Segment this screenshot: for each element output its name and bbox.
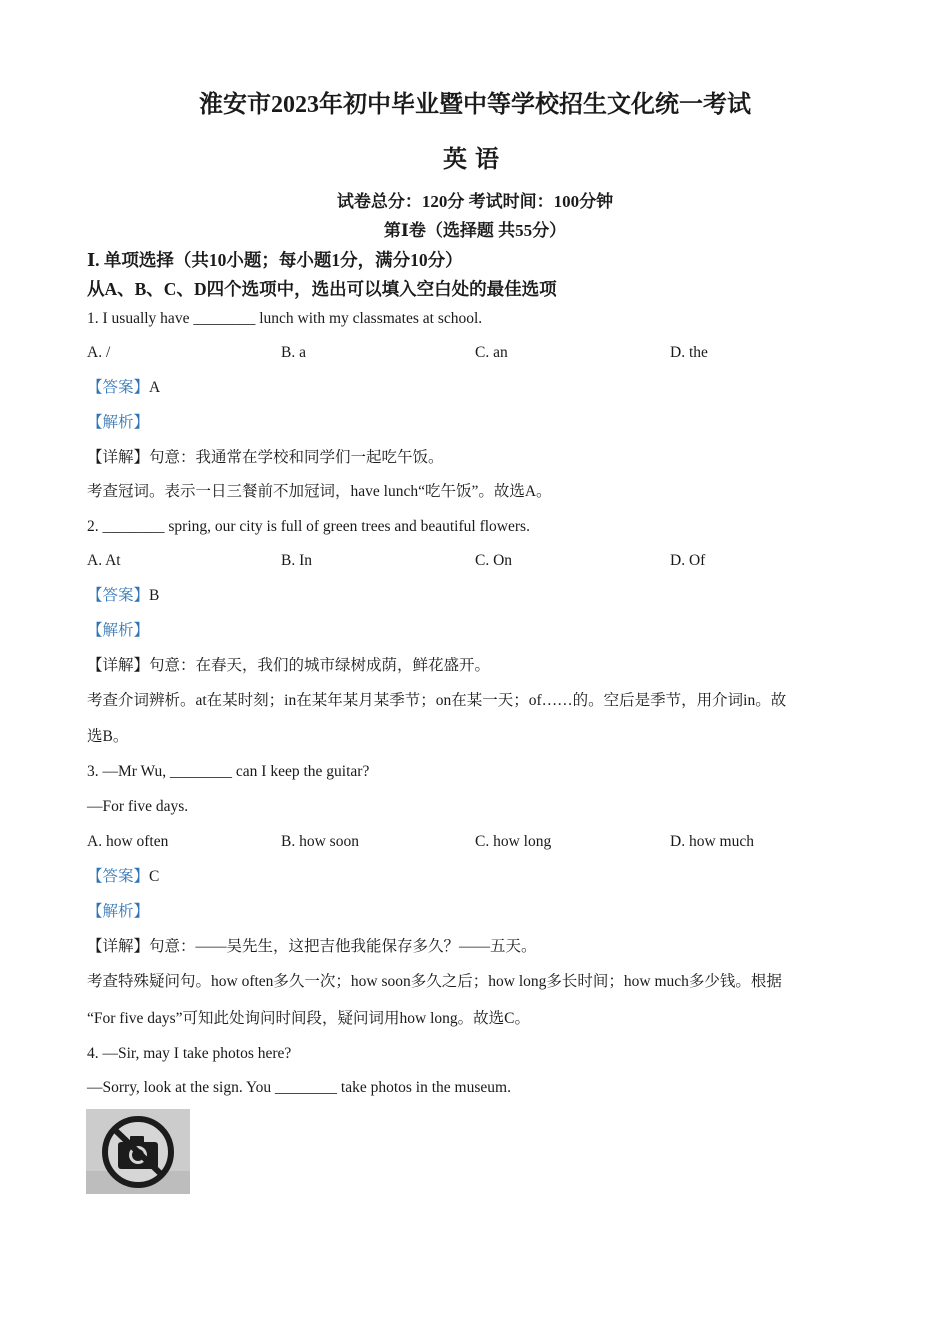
analysis-label: 【解析】 bbox=[87, 414, 150, 431]
option-a: A. how often bbox=[87, 833, 169, 850]
option-b: B. how soon bbox=[281, 833, 359, 850]
option-a: A. / bbox=[87, 344, 111, 361]
option-b: B. a bbox=[281, 344, 306, 361]
subject-title: 英语 bbox=[443, 147, 507, 173]
exam-info: 试卷总分：120分 考试时间：100分钟 bbox=[336, 192, 614, 211]
option-b: B. In bbox=[281, 552, 312, 569]
detail-line: 【详解】句意：我通常在学校和同学们一起吃午饭。 bbox=[87, 449, 444, 466]
answer-line bbox=[87, 586, 159, 606]
answer-value: C bbox=[149, 868, 160, 885]
no-camera-icon bbox=[86, 1109, 190, 1194]
detail-line: “For five days”可知此处询问时间段，疑问词用how long。故选C。 bbox=[87, 1010, 531, 1027]
answer-value: B bbox=[149, 587, 160, 604]
detail-line: 考查介词辨析。at在某时刻；in在某年某月某季节；on在某一天；of……的。空后是季节，用介词in。故 bbox=[87, 692, 787, 709]
option-d: D. Of bbox=[670, 552, 706, 569]
question-stem: 4. —Sir, may I take photos here? bbox=[87, 1045, 292, 1062]
detail-line: 【详解】句意：在春天，我们的城市绿树成荫，鲜花盛开。 bbox=[87, 657, 491, 674]
question-stem: 3. —Mr Wu, ________ can I keep the guitar? bbox=[87, 763, 370, 780]
section-instruction: 从A、B、C、D四个选项中，选出可以填入空白处的最佳选项 bbox=[87, 279, 557, 299]
section-title: Ⅰ. 单项选择（共10小题；每小题1分，满分10分） bbox=[87, 250, 463, 270]
exam-title: 淮安市2023年初中毕业暨中等学校招生文化统一考试 bbox=[199, 92, 751, 118]
question-stem: 1. I usually have ________ lunch with my classmates at school. bbox=[87, 310, 483, 327]
option-d: D. the bbox=[670, 344, 708, 361]
option-c: C. an bbox=[475, 344, 508, 361]
detail-line: 考查冠词。表示一日三餐前不加冠词，have lunch“吃午饭”。故选A。 bbox=[87, 483, 552, 500]
analysis-label: 【解析】 bbox=[87, 903, 150, 920]
answer-label: 【答案】 bbox=[87, 868, 150, 885]
analysis-label: 【解析】 bbox=[87, 622, 150, 639]
no-photography-sign-image bbox=[86, 1109, 190, 1194]
answer-label: 【答案】 bbox=[87, 587, 150, 604]
question-stem-reply: —For five days. bbox=[87, 798, 189, 815]
volume-heading: 第Ⅰ卷（选择题 共55分） bbox=[383, 221, 567, 240]
answer-label: 【答案】 bbox=[87, 379, 150, 396]
option-a: A. At bbox=[87, 552, 121, 569]
answer-value: A bbox=[149, 379, 161, 396]
option-c: C. how long bbox=[475, 833, 552, 850]
detail-line: 考查特殊疑问句。how often多久一次；how soon多久之后；how long多长时间；how much多少钱。根据 bbox=[87, 973, 782, 990]
option-d: D. how much bbox=[670, 833, 754, 850]
detail-line: 选B。 bbox=[87, 728, 129, 745]
answer-line bbox=[87, 867, 159, 887]
question-stem-reply: —Sorry, look at the sign. You ________ take photos in the museum. bbox=[87, 1079, 511, 1096]
question-stem: 2. ________ spring, our city is full of green trees and beautiful flowers. bbox=[87, 518, 530, 535]
option-c: C. On bbox=[475, 552, 513, 569]
answer-line bbox=[87, 378, 160, 398]
detail-line: 【详解】句意：——吴先生，这把吉他我能保存多久？——五天。 bbox=[87, 938, 537, 955]
